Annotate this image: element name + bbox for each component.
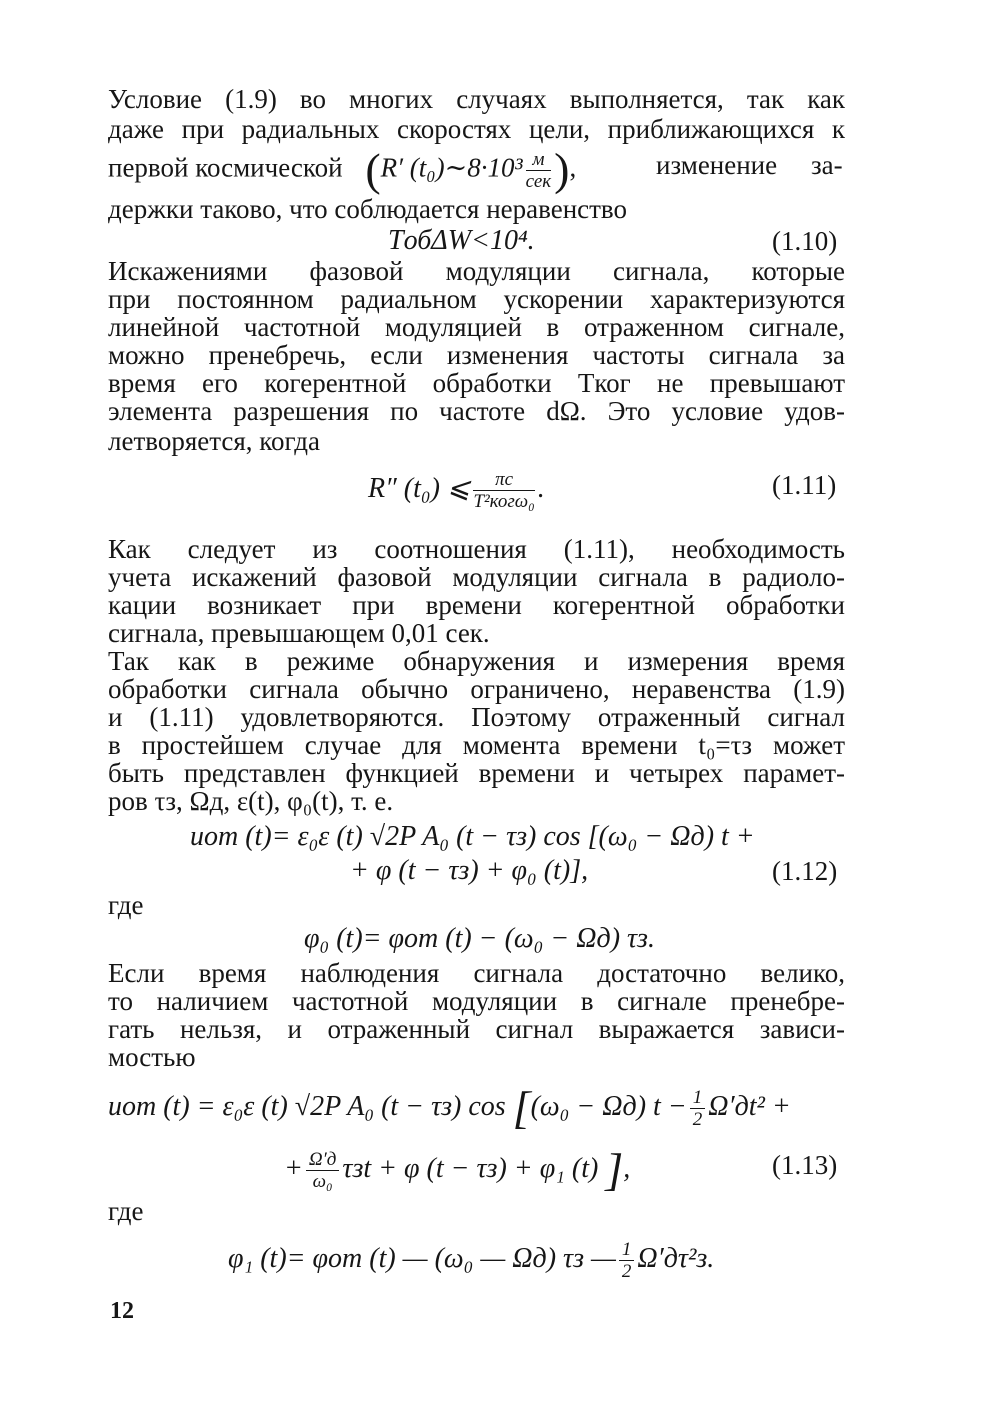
equation-1-13-line2 <box>284 1143 631 1195</box>
p2-line2: при постоянном радиальном ускорении характеризуются <box>108 284 845 314</box>
equation-number-1-12: (1.12) <box>772 856 838 886</box>
eq-1-13-plus: + <box>284 1152 303 1184</box>
eq-1-11-denominator: T²когω₀ <box>473 491 535 512</box>
unit-numerator: м <box>526 150 552 171</box>
p3-line2: учета искажений фазовой модуляции сигнала в радиоло- <box>108 562 845 592</box>
paren-open: ( <box>365 143 381 195</box>
p3-line3: кации возникает при времени когерентной обработки <box>108 590 845 620</box>
p2-line4: можно пренебречь, если изменения частоты сигнала за <box>108 340 845 370</box>
equation-1-13-line1 <box>108 1081 791 1133</box>
equation-number-1-10: (1.10) <box>772 226 838 256</box>
eq-1-13-half-num: 1 <box>690 1088 706 1109</box>
eq-1-11-fraction <box>473 470 534 511</box>
equation-phi1 <box>228 1240 714 1281</box>
eq-1-13-omega-den: ω₀ <box>312 1171 333 1192</box>
eq-1-13-half <box>690 1088 706 1129</box>
unit-fraction <box>526 150 552 191</box>
eq-phi1-half-num: 1 <box>619 1240 635 1261</box>
p5-line1: Если время наблюдения сигнала достаточно велико, <box>108 958 845 988</box>
p1-line3: первой космической (R′ (t₀)∼8·10³ $\frac{м}{\text{сек}}$ ), изменение за- <box>108 143 843 195</box>
p2-line5: время его когерентной обработки Tког не превышают <box>108 368 845 398</box>
where-label-1: где <box>108 890 144 920</box>
p1-line3-start: первой космической <box>108 152 343 183</box>
eq-1-13-omega-num: Ω′д <box>306 1150 340 1171</box>
eq-1-13-part-a: uот (t) = ε₀ε (t) √2P A₀ (t − τз) cos <box>108 1090 506 1122</box>
eq-1-11-left: R″ (t₀) ⩽ <box>368 472 471 504</box>
equation-number-1-13: (1.13) <box>772 1150 838 1180</box>
bracket-close: ] <box>605 1143 624 1195</box>
eq-1-13-part-d: τзt + φ (t − τз) + φ₁ (t) <box>342 1152 599 1184</box>
unit-denominator: сек <box>525 171 552 192</box>
eq-1-13-omega-fraction <box>306 1150 340 1191</box>
p1-line2: даже при радиальных скоростях цели, приближающихся к <box>108 114 845 144</box>
equation-1-10: TобΔW<10⁴. <box>388 225 535 256</box>
equation-1-12-line2: + φ (t − τз) + φ₀ (t)], <box>350 855 589 886</box>
p1-line4: держки таково, что соблюдается неравенство <box>108 194 627 224</box>
equation-number-1-11: (1.11) <box>772 470 837 500</box>
p1-line3-formula: R′ (t₀)∼8·10³ <box>380 152 523 183</box>
p4-line2: обработки сигнала обычно ограничено, неравенства (1.9) <box>108 674 845 704</box>
p5-line2: то наличием частотной модуляции в сигнале пренебре- <box>108 986 845 1016</box>
paren-close: ) <box>554 143 570 195</box>
eq-phi1-half-den: 2 <box>621 1261 632 1282</box>
p4-line3: и (1.11) удовлетворяются. Поэтому отраженный сигнал <box>108 702 845 732</box>
p2-line6: элемента разрешения по частоте dΩ. Это условие удов- <box>108 396 845 426</box>
p1-line3-mid: изменение <box>656 150 778 180</box>
equation-1-12-line1: uот (t)= ε₀ε (t) √2P A₀ (t − τз) cos [(ω₀ − Ωд) t + <box>190 821 755 852</box>
eq-1-11-end: . <box>537 472 545 504</box>
p5-line4: мостью <box>108 1042 196 1072</box>
p1-line1: Условие (1.9) во многих случаях выполняется, так как <box>108 84 845 114</box>
p1-line3-end: за- <box>811 150 843 180</box>
p4-line5: быть представлен функцией времени и четырех парамет- <box>108 758 845 788</box>
p3-line1: Как следует из соотношения (1.11), необходимость <box>108 534 845 564</box>
equation-phi0: φ₀ (t)= φот (t) − (ω₀ − Ωд) τз. <box>304 923 655 954</box>
eq-1-13-comma: , <box>623 1152 631 1184</box>
where-label-2: где <box>108 1196 144 1226</box>
p4-line4: в простейшем случае для момента времени t₀=τз может <box>108 730 845 760</box>
eq-1-13-half-den: 2 <box>692 1109 703 1130</box>
eq-1-11-numerator: πc <box>473 470 534 491</box>
eq-phi1-half <box>619 1240 635 1281</box>
page-number: 12 <box>110 1298 134 1324</box>
equation-1-11 <box>368 470 545 511</box>
eq-1-13-part-c: Ω′дt² + <box>708 1090 791 1122</box>
eq-phi1-part-b: Ω′дτ²з. <box>637 1242 715 1274</box>
p5-line3: гать нельзя, и отраженный сигнал выражается зависи- <box>108 1014 845 1044</box>
p2-line1: Искажениями фазовой модуляции сигнала, которые <box>108 256 845 286</box>
p2-line7: летворяется, когда <box>108 426 320 456</box>
p4-line6: ров τз, Ωд, ε(t), φ₀(t), т. е. <box>108 786 394 816</box>
p3-line4: сигнала, превышающем 0,01 сек. <box>108 618 490 648</box>
p2-line3: линейной частотной модуляцией в отраженном сигнале, <box>108 312 845 342</box>
eq-1-13-part-b: (ω₀ − Ωд) t − <box>530 1090 687 1122</box>
bracket-open: [ <box>512 1081 531 1133</box>
p4-line1: Так как в режиме обнаружения и измерения время <box>108 646 845 676</box>
eq-phi1-part-a: φ₁ (t)= φот (t) — (ω₀ — Ωд) τз — <box>228 1242 616 1274</box>
